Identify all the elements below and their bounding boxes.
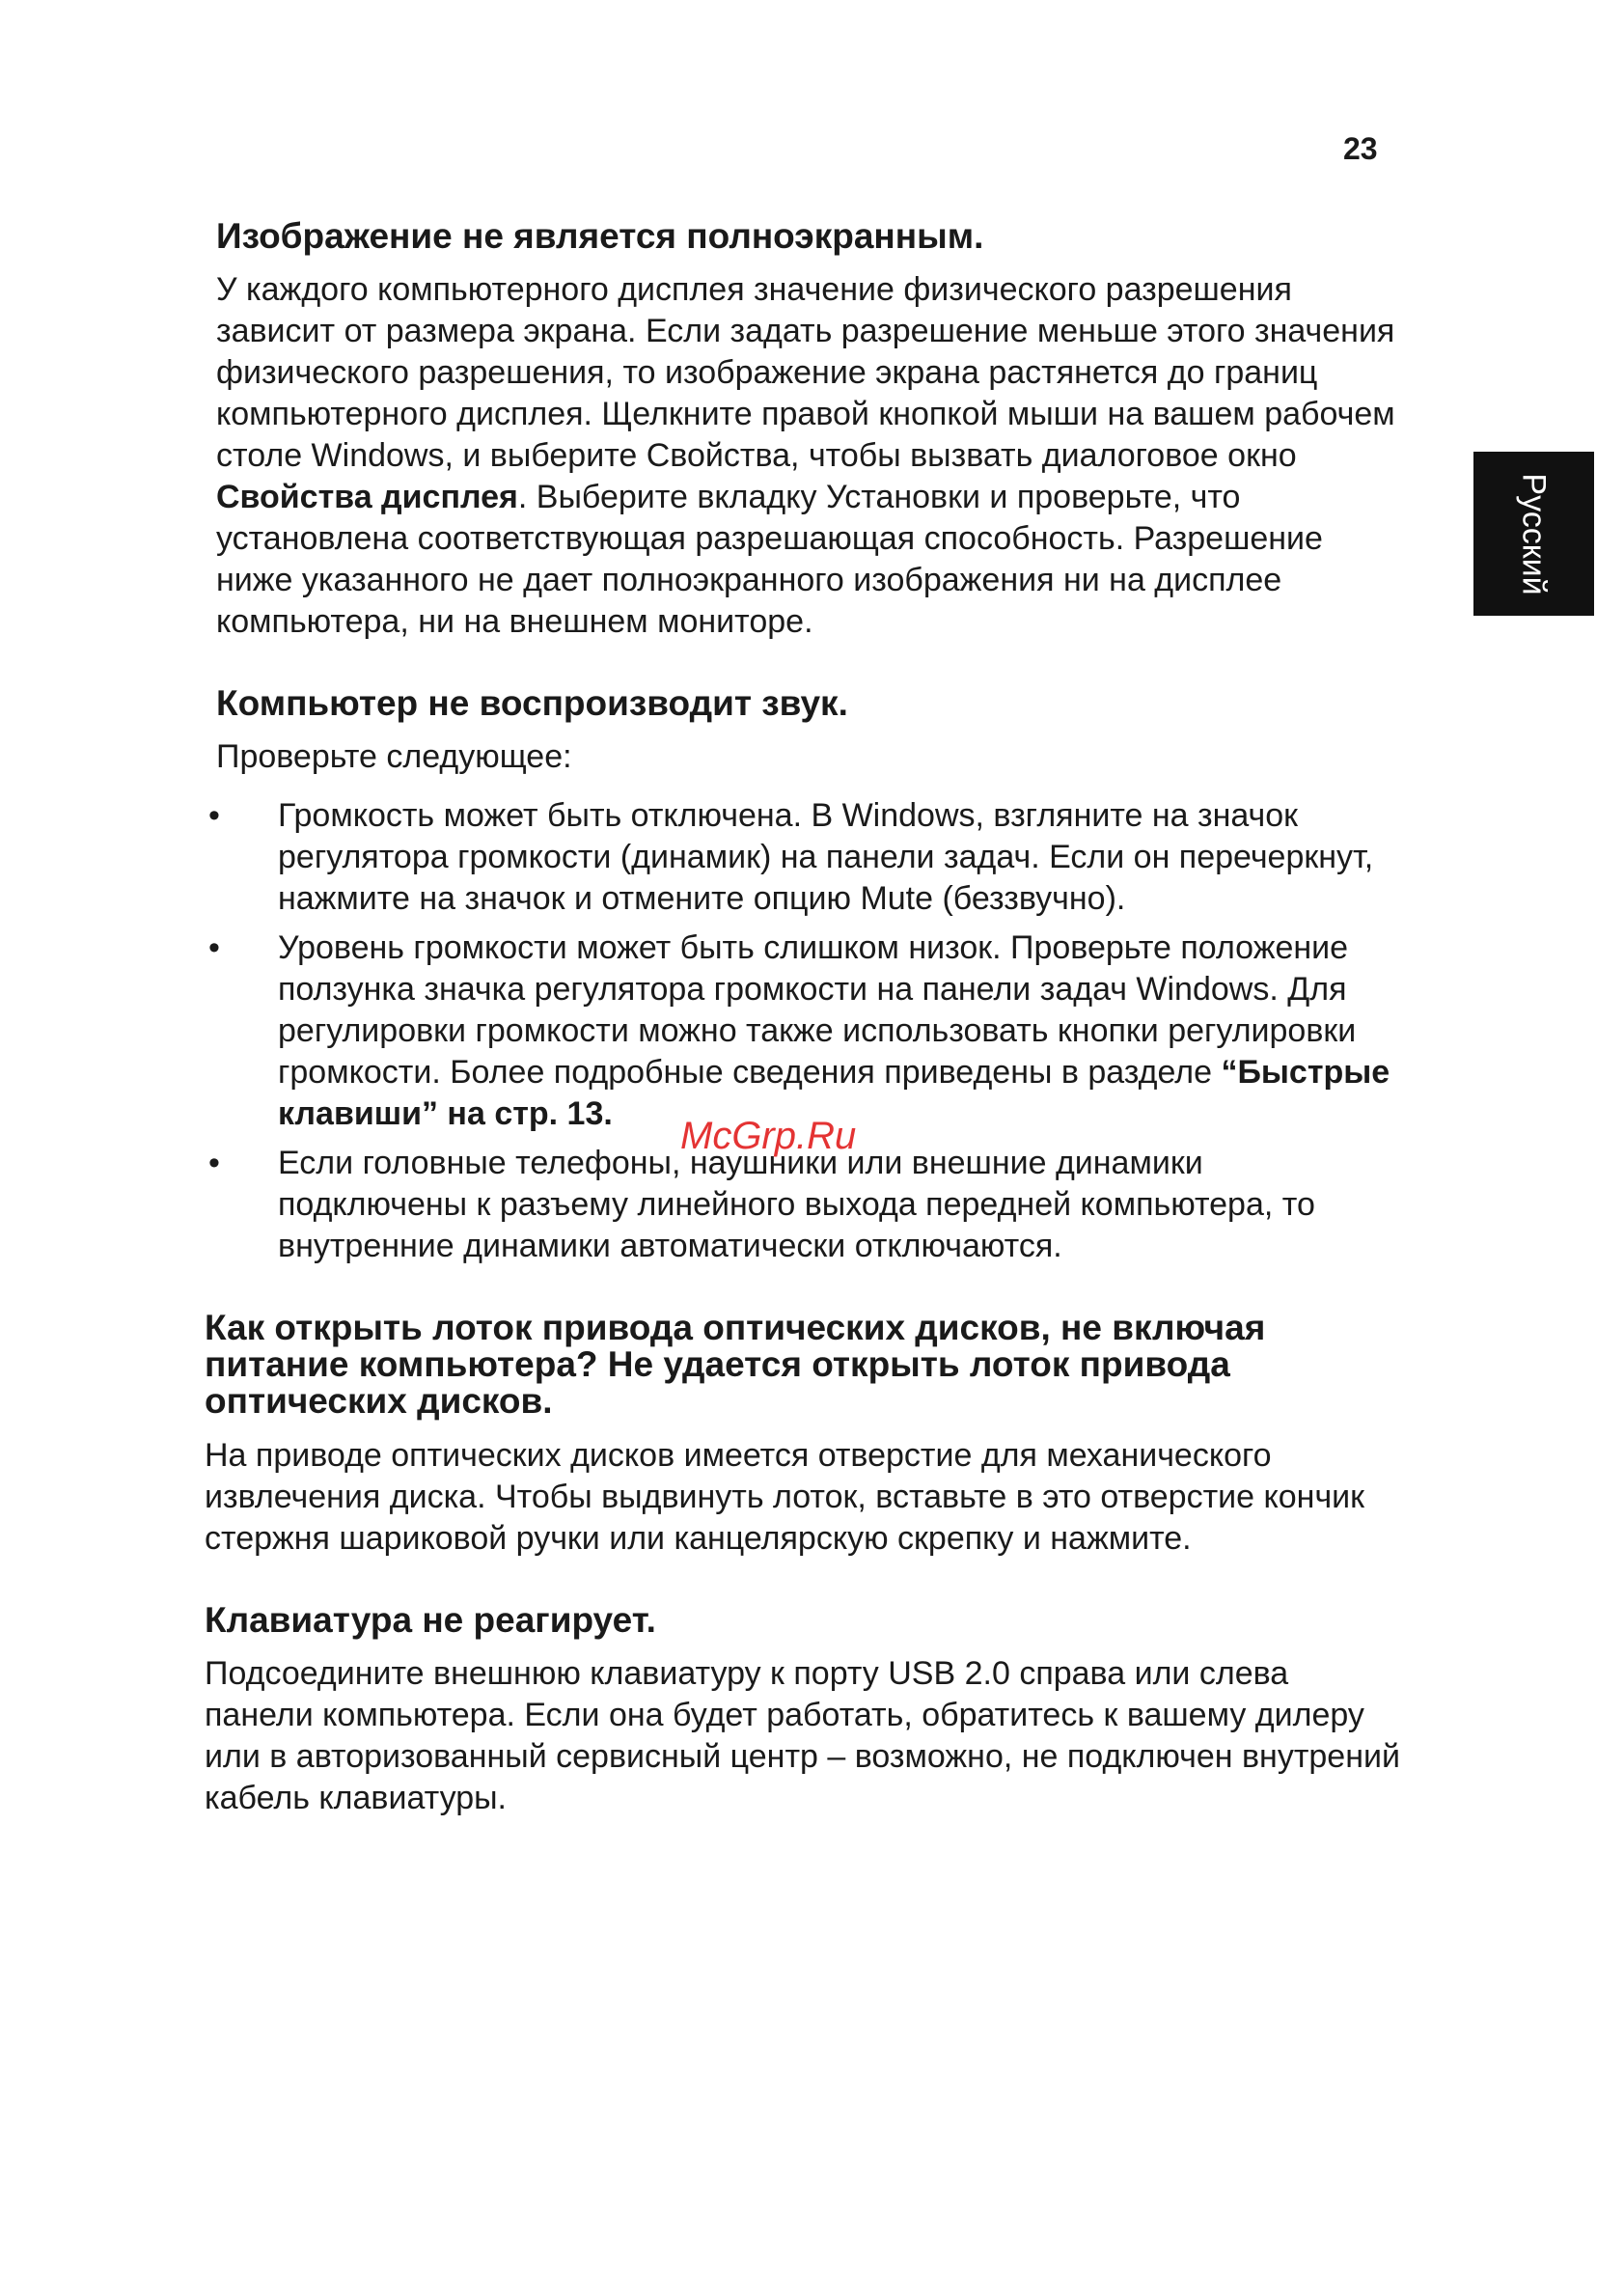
section-body: На приводе оптических дисков имеется отверстие для механического извлечения диска. Чтобы выдвинуть лоток, вставьте в это отверстие кончик стержня шариковой ручки или канцелярскую скрепку и нажмите. xyxy=(205,1437,1365,1557)
section-heading: Как открыть лоток привода оптических дисков, не включая питание компьютера? Не удается открыть лоток привода оптических дисков. xyxy=(205,1308,1266,1421)
section-heading: Изображение не является полноэкранным. xyxy=(216,216,984,256)
page-number: 23 xyxy=(1343,131,1378,166)
language-tab xyxy=(1473,452,1594,616)
section-no-sound xyxy=(205,685,1401,1267)
section-intro: Проверьте следующее: xyxy=(216,738,572,775)
section-body-text: У каждого компьютерного дисплея значение физического разрешения зависит от размера экрана. Если задать разрешение меньше этого значения физического разрешения, то изображение экрана растянется до границ компьютерного дисплея. Щелкните правой кнопкой мыши на вашем рабочем столе Windows, и выберите Свойства, чтобы вызвать диалоговое окно xyxy=(216,271,1395,474)
section-optical-tray xyxy=(205,1310,1401,1560)
section-keyboard xyxy=(205,1602,1401,1819)
list-item-text: Уровень громкости может быть слишком низок. Проверьте положение ползунка значка регулятора громкости на панели задач Windows. Для регулировки громкости можно также использовать кнопки регулировки громкости. Более подробные сведения приведены в разделе xyxy=(278,929,1357,1091)
section-heading: Компьютер не воспроизводит звук. xyxy=(216,683,848,723)
bullet-list xyxy=(205,795,1401,1267)
page-content xyxy=(205,218,1401,1862)
section-body xyxy=(216,269,1401,643)
watermark: McGrp.Ru xyxy=(680,1115,857,1157)
list-item-bold: “Быстрые клавиши” на стр. 13 xyxy=(278,1054,1390,1132)
section-heading: Клавиатура не реагирует. xyxy=(205,1600,656,1640)
section-not-fullscreen xyxy=(205,218,1401,643)
section-body: Подсоедините внешнюю клавиатуру к порту USB 2.0 справа или слева панели компьютера. Если она будет работать, обратитесь к вашему дилеру или в авторизованный сервисный центр – возможно, не подключен внутрений кабель клавиатуры. xyxy=(205,1655,1400,1816)
list-item xyxy=(205,795,1401,920)
language-tab-label: Русский xyxy=(1516,472,1553,595)
list-item-text-end: . xyxy=(603,1095,613,1132)
list-item xyxy=(205,1143,1401,1267)
list-item xyxy=(205,927,1401,1135)
bullet-icon: • xyxy=(208,797,220,834)
bullet-icon: • xyxy=(208,1145,220,1181)
section-body-text-end: . Выберите вкладку Установки и проверьте, что установлена соответствующая разрешающая способность. Разрешение ниже указанного не дает полноэкранного изображения ни на дисплее компьютера, ни на внешнем мониторе. xyxy=(216,479,1323,640)
list-item-text: Громкость может быть отключена. В Windows, взгляните на значок регулятора громкости (динамик) на панели задач. Если он перечеркнут, нажмите на значок и отмените опцию Mute (беззвучно). xyxy=(278,797,1374,917)
section-body-bold: Свойства дисплея xyxy=(216,479,518,515)
list-item-text: Если головные телефоны, наушники или внешние динамики подключены к разъему линейного выхода передней компьютера, то внутренние динамики автоматически отключаются. xyxy=(278,1145,1315,1264)
bullet-icon: • xyxy=(208,929,220,966)
